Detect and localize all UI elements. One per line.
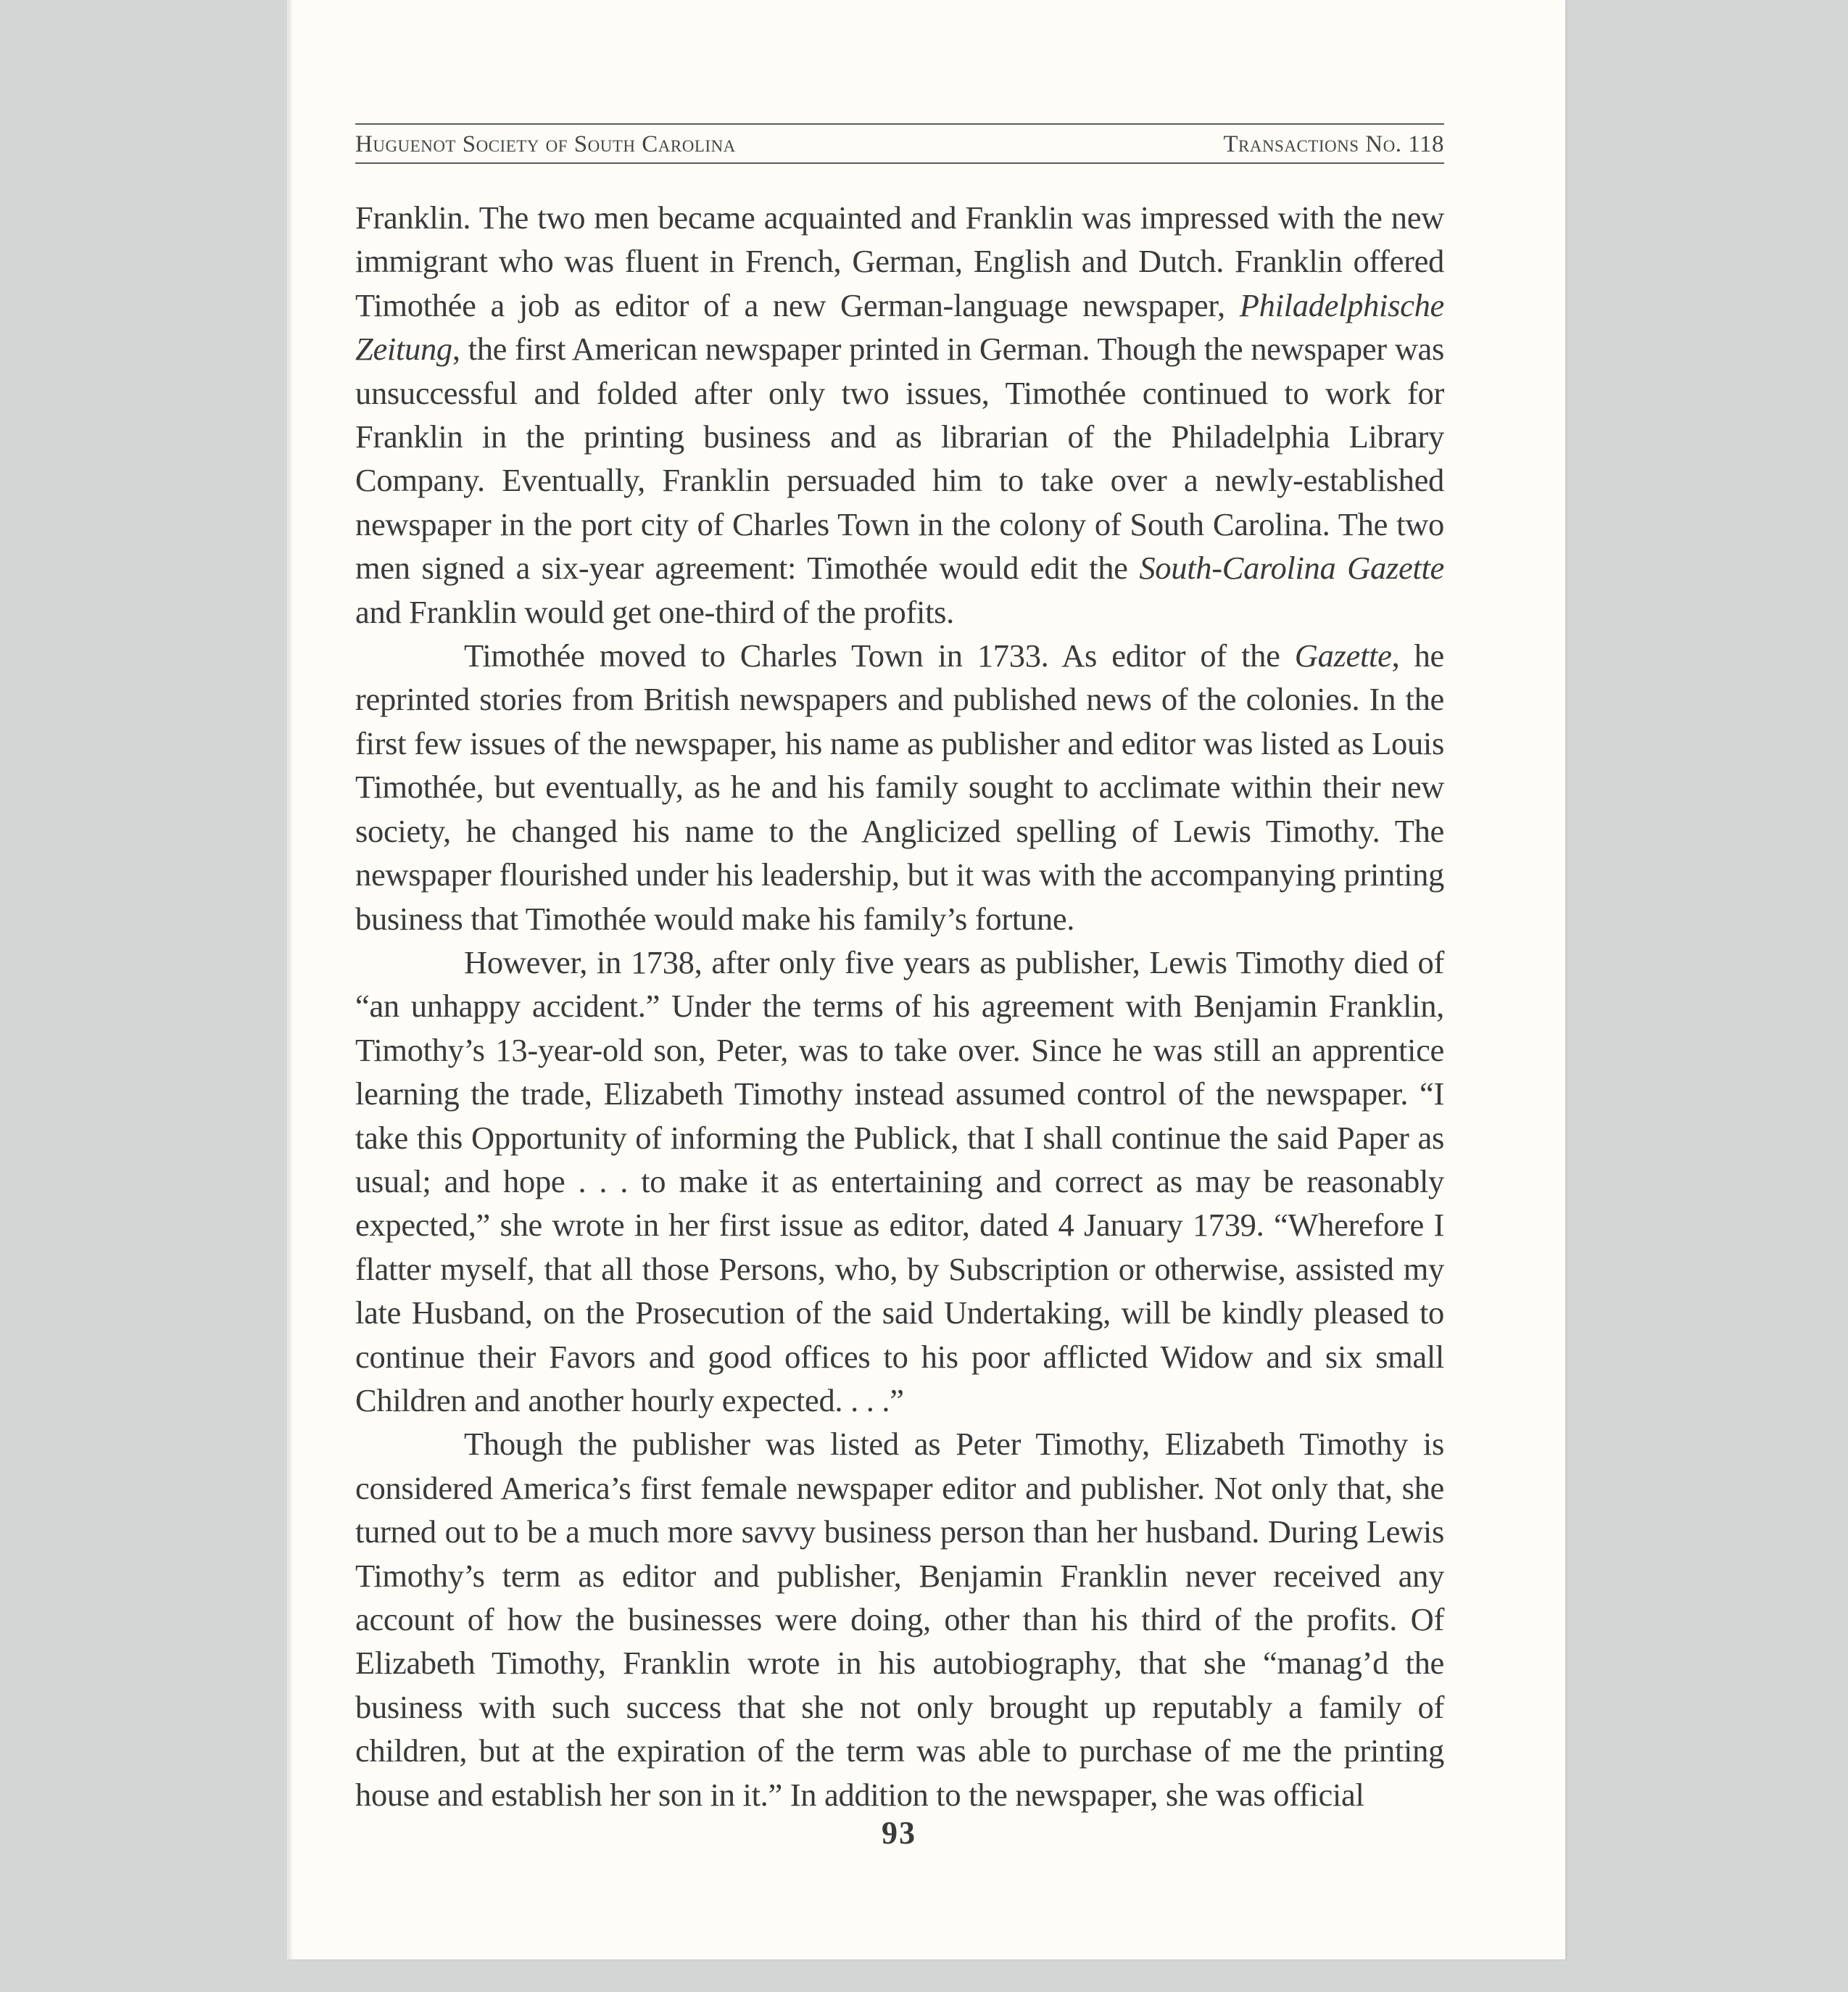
paragraph	[355, 941, 1444, 1422]
text-run: However, in 1738, after only five years as publisher, Lewis Timothy died of “an unhappy accident.” Under the terms of his agreement with Benjamin Franklin, Timothy’s 13-year-old son, Peter, was to take over. Since he was still an apprentice learning the trade, Elizabeth Timothy instead assumed control of the newspaper. “I take this Opportunity of informing the Publick, that I shall continue the said Paper as usual; and hope . . . to make it as entertaining and correct as may be reasonably expected,” she wrote in her first issue as editor, dated 4 January 1739. “Wherefore I flatter myself, that all those Persons, who, by Subscription or otherwise, assisted my late Husband, on the Prosecution of the said Undertaking, will be kindly pleased to continue their Favors and good offices to his poor afflicted Widow and six small Children and another hourly expected. . . .”	[355, 943, 1444, 1418]
paragraph	[355, 196, 1444, 634]
text-run: and Franklin would get one-third of the profits.	[355, 593, 954, 630]
header-transactions-number: Transactions No. 118	[1223, 131, 1444, 157]
italic-title: South-Carolina Gazette	[1139, 550, 1444, 587]
paragraph	[355, 634, 1444, 941]
paragraph	[355, 1422, 1444, 1817]
italic-title: Gazette	[1294, 637, 1392, 674]
header-society-name: Huguenot Society of South Carolina	[355, 131, 736, 157]
running-header	[355, 123, 1444, 164]
text-run: , he reprinted stories from British newspapers and published news of the colonies. In the first few issues of the newspaper, his name as publisher and editor was listed as Louis Timothée, but eventually, as he and his family sought to acclimate within their new society, he changed his name to the Anglicized spelling of Lewis Timothy. The newspaper flourished under his leadership, but it was with the accompanying printing business that Timothée would make his family’s fortune.	[355, 637, 1444, 937]
body-text	[355, 196, 1444, 1817]
text-run: Franklin. The two men became acquainted and Franklin was impressed with the new immigrant who was fluent in French, German, English and Dutch. Franklin offered Timothée a job as editor of a new German-language newspaper,	[355, 199, 1444, 323]
page-number: 93	[882, 1815, 916, 1851]
text-run: , the first American newspaper printed in German. Though the newspaper was unsuccessful and folded after only two issues, Timothée continued to work for Franklin in the printing business and as librarian of the Philadelphia Library Company. Eventually, Franklin persuaded him to take over a newly-established newspaper in the port city of Charles Town in the colony of South Carolina. The two men signed a six-year agreement: Timothée would edit the	[355, 331, 1444, 587]
text-run: Timothée moved to Charles Town in 1733. As editor of the	[464, 637, 1295, 674]
italic-title: Philadelphische Zeitung	[355, 286, 1444, 368]
text-run: Though the publisher was listed as Peter Timothy, Elizabeth Timothy is considered America’s first female newspaper editor and publisher. Not only that, she turned out to be a much more savvy business person than her husband. During Lewis Timothy’s term as editor and publisher, Benjamin Franklin never received any account of how the businesses were doing, other than his third of the profits. Of Elizabeth Timothy, Franklin wrote in his autobiography, that she “manag’d the business with such success that she not only brought up reputably a family of children, but at the expiration of the term was able to purchase of me the printing house and establish her son in it.” In addition to the newspaper, she was official	[355, 1426, 1444, 1813]
page-edge-shadow	[289, 0, 293, 1959]
